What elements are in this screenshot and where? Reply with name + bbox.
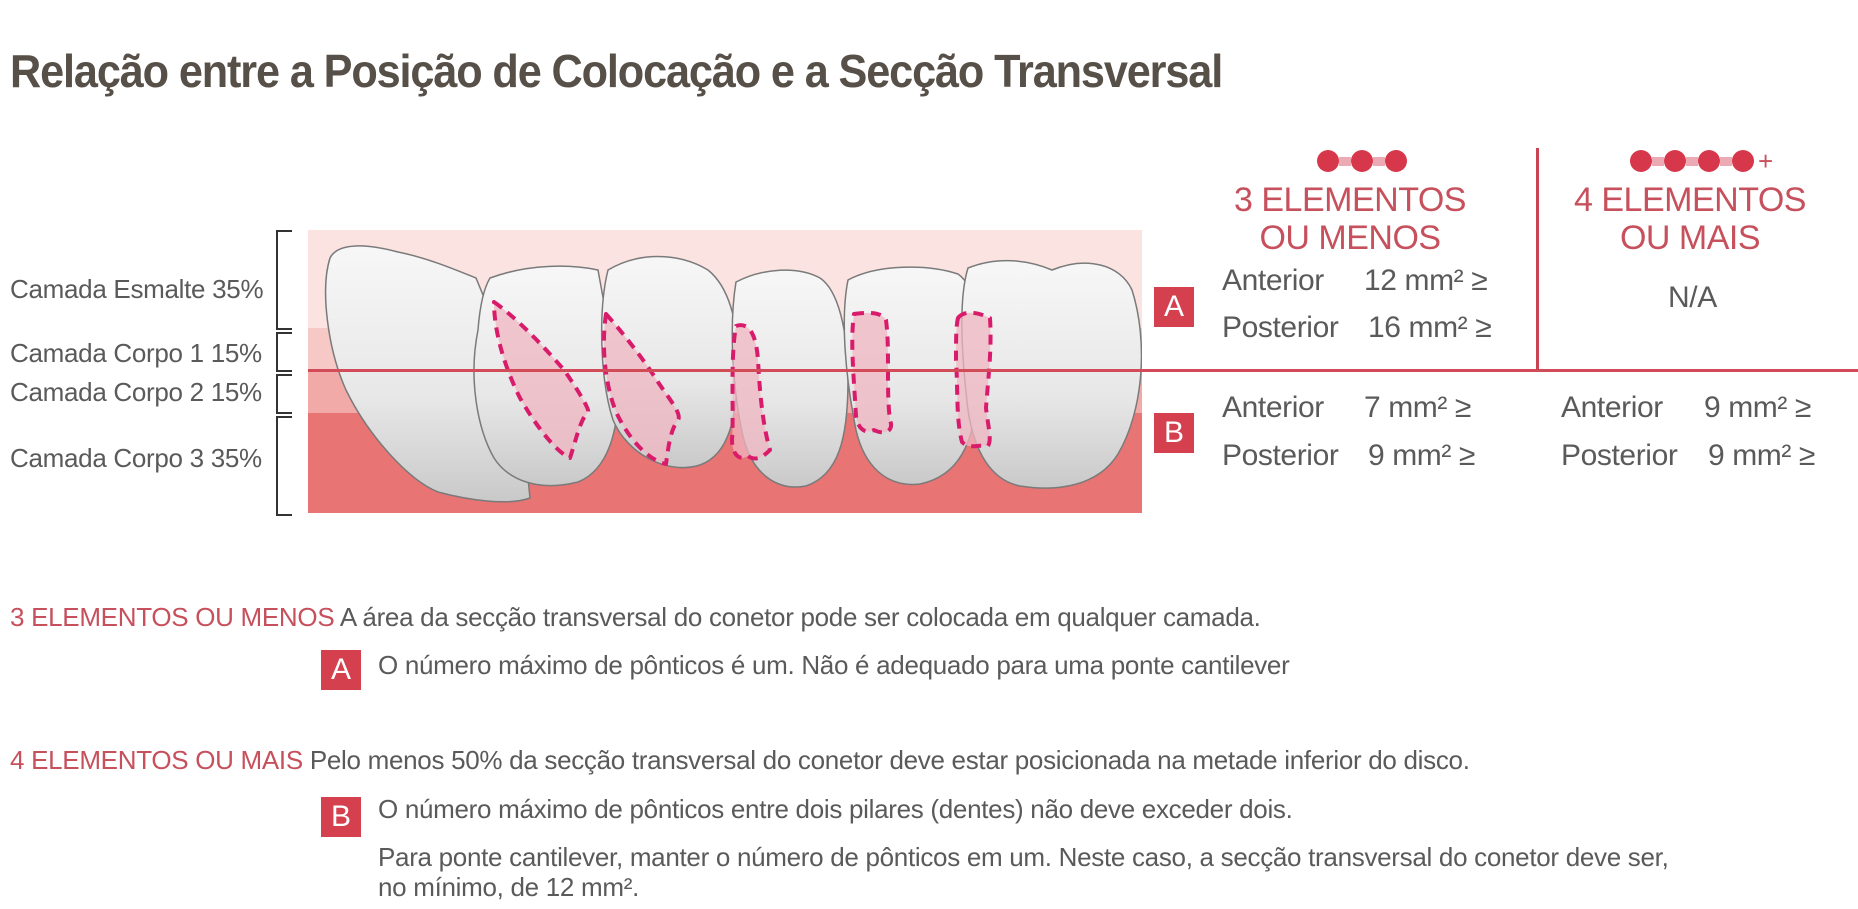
note-3-elements-heading: 3 ELEMENTOS OU MENOS [10, 602, 335, 632]
bracket-body3 [276, 416, 292, 516]
row-a-posterior-label: Posterior [1222, 311, 1339, 344]
row-b-col1-anterior-label: Anterior [1222, 391, 1324, 424]
layer-label-enamel: Camada Esmalte 35% [10, 274, 264, 304]
note-b-text2-line2: no mínimo, de 12 mm². [378, 872, 640, 902]
note-4-elements-text: Pelo menos 50% da secção transversal do conetor deve estar posicionada na metade inferior do disco. [309, 745, 1470, 775]
four-unit-dots-icon [1630, 146, 1774, 176]
layer-label-body2: Camada Corpo 2 15% [10, 377, 262, 407]
row-a-na: N/A [1668, 281, 1717, 314]
note-badge-b: B [321, 797, 361, 837]
layer-label-body1: Camada Corpo 1 15% [10, 338, 262, 368]
plus-icon: + [1758, 146, 1774, 176]
note-b-text2-line1: Para ponte cantilever, manter o número de pônticos em um. Neste caso, a secção transversal do conetor deve ser, [378, 842, 1669, 872]
column-header-4-elements: 4 ELEMENTOS OU MAIS [1574, 181, 1806, 257]
row-b-col1-anterior-value: 7 mm² ≥ [1364, 391, 1471, 424]
row-a-anterior-value: 12 mm² ≥ [1364, 264, 1488, 297]
column-header-3-elements: 3 ELEMENTOS OU MENOS [1234, 181, 1466, 257]
note-4-elements-heading: 4 ELEMENTOS OU MAIS [10, 745, 303, 775]
note-b-text1: O número máximo de pônticos entre dois pilares (dentes) não deve exceder dois. [378, 794, 1293, 824]
layer-label-body3: Camada Corpo 3 35% [10, 443, 262, 473]
half-disc-line [308, 369, 1858, 372]
row-b-col2-anterior-value: 9 mm² ≥ [1704, 391, 1811, 424]
three-unit-dots-icon [1317, 150, 1407, 172]
note-3-elements-text: A área da secção transversal do conetor pode ser colocada em qualquer camada. [339, 602, 1261, 632]
row-b-col1-posterior-value: 9 mm² ≥ [1368, 439, 1475, 472]
row-b-col2-posterior-value: 9 mm² ≥ [1708, 439, 1815, 472]
note-3-elements [10, 602, 1261, 633]
row-b-col1-posterior-label: Posterior [1222, 439, 1339, 472]
note-a-text: O número máximo de pônticos é um. Não é adequado para uma ponte cantilever [378, 650, 1290, 680]
row-b-col2-anterior-label: Anterior [1561, 391, 1663, 424]
bracket-enamel [276, 230, 292, 330]
bracket-body1 [276, 332, 292, 372]
column-separator [1536, 148, 1539, 370]
bracket-body2 [276, 374, 292, 414]
row-a-posterior-value: 16 mm² ≥ [1368, 311, 1492, 344]
row-b-col2-posterior-label: Posterior [1561, 439, 1678, 472]
note-badge-a: A [321, 650, 361, 690]
row-a-anterior-label: Anterior [1222, 264, 1324, 297]
page-title: Relação entre a Posição de Colocação e a Secção Transversal [10, 45, 1223, 97]
note-4-elements [10, 745, 1470, 776]
badge-a: A [1154, 287, 1194, 327]
badge-b: B [1154, 413, 1194, 453]
